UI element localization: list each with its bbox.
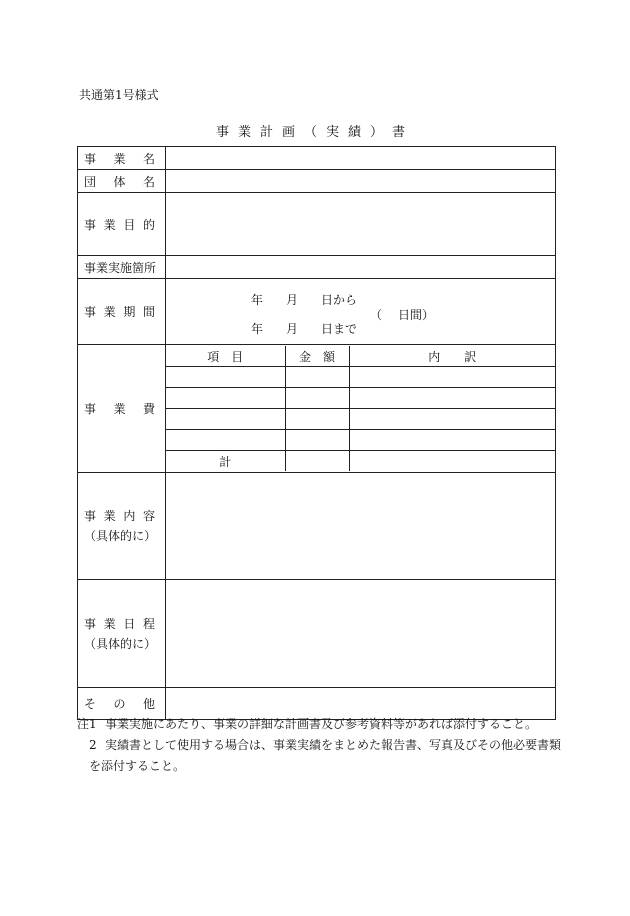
table-row xyxy=(166,388,555,409)
note-1: 注1 事業実施にあたり、事業の詳細な計画書及び参考資料等があれば添付すること。 xyxy=(77,717,538,731)
period-until: 日まで xyxy=(321,322,358,336)
cost-total-label: 計 xyxy=(166,451,285,472)
period-month-start: 月 xyxy=(286,293,299,307)
note-2-continued: を添付すること。 xyxy=(89,759,186,773)
cost-amount-cell[interactable] xyxy=(285,367,349,388)
note-2: 2 実績書として使用する場合は、事業実績をまとめた報告書、写真及びその他必要書類 xyxy=(89,738,562,752)
cost-breakdown-cell[interactable] xyxy=(349,367,555,388)
cost-item-cell[interactable] xyxy=(166,388,285,409)
label-schedule: 事 業 日 程 （ 具 体 的 に ） xyxy=(78,580,166,688)
label-group-name: 団 体 名 xyxy=(78,170,166,193)
period-days-open: （ xyxy=(370,308,383,322)
label-other: そ の 他 xyxy=(78,688,166,720)
document-title: 事業計画（実績）書 xyxy=(215,125,414,140)
cost-amount-cell[interactable] xyxy=(285,409,349,430)
cost-item-cell[interactable] xyxy=(166,409,285,430)
notes xyxy=(77,714,567,777)
label-location: 事業実施箇所 xyxy=(78,256,166,279)
cost-amount-cell[interactable] xyxy=(285,388,349,409)
label-cost: 事 業 費 xyxy=(78,345,166,473)
cost-breakdown-cell[interactable] xyxy=(349,430,555,451)
field-location[interactable] xyxy=(166,256,556,279)
cost-table xyxy=(166,346,555,471)
cost-item-cell[interactable] xyxy=(166,367,285,388)
application-form-table xyxy=(77,146,556,720)
cost-amount-cell[interactable] xyxy=(285,430,349,451)
cost-header-amount: 金 額 xyxy=(285,346,349,367)
field-content[interactable] xyxy=(166,473,556,580)
form-id: 共通第1号様式 xyxy=(79,88,159,102)
cost-total-amount[interactable] xyxy=(285,451,349,472)
field-schedule[interactable] xyxy=(166,580,556,688)
period-year-end: 年 xyxy=(251,322,264,336)
cost-total-breakdown[interactable] xyxy=(349,451,555,472)
field-project-name[interactable] xyxy=(166,147,556,170)
period-days: 日間） xyxy=(398,308,435,322)
label-purpose: 事 業 目 的 xyxy=(78,193,166,256)
cost-breakdown-cell[interactable] xyxy=(349,409,555,430)
field-period[interactable] xyxy=(166,279,556,345)
period-year-start: 年 xyxy=(251,293,264,307)
cost-breakdown-cell[interactable] xyxy=(349,388,555,409)
field-purpose[interactable] xyxy=(166,193,556,256)
cost-header-item: 項 目 xyxy=(166,346,285,367)
cost-item-cell[interactable] xyxy=(166,430,285,451)
table-row xyxy=(166,367,555,388)
label-period: 事 業 期 間 xyxy=(78,279,166,345)
period-from: 日から xyxy=(321,293,358,307)
cost-breakdown xyxy=(166,345,556,473)
label-project-name: 事 業 名 xyxy=(78,147,166,170)
field-group-name[interactable] xyxy=(166,170,556,193)
period-month-end: 月 xyxy=(286,322,299,336)
cost-header-breakdown: 内 訳 xyxy=(349,346,555,367)
table-row xyxy=(166,430,555,451)
label-content: 事 業 内 容 （ 具 体 的 に ） xyxy=(78,473,166,580)
table-row xyxy=(166,409,555,430)
